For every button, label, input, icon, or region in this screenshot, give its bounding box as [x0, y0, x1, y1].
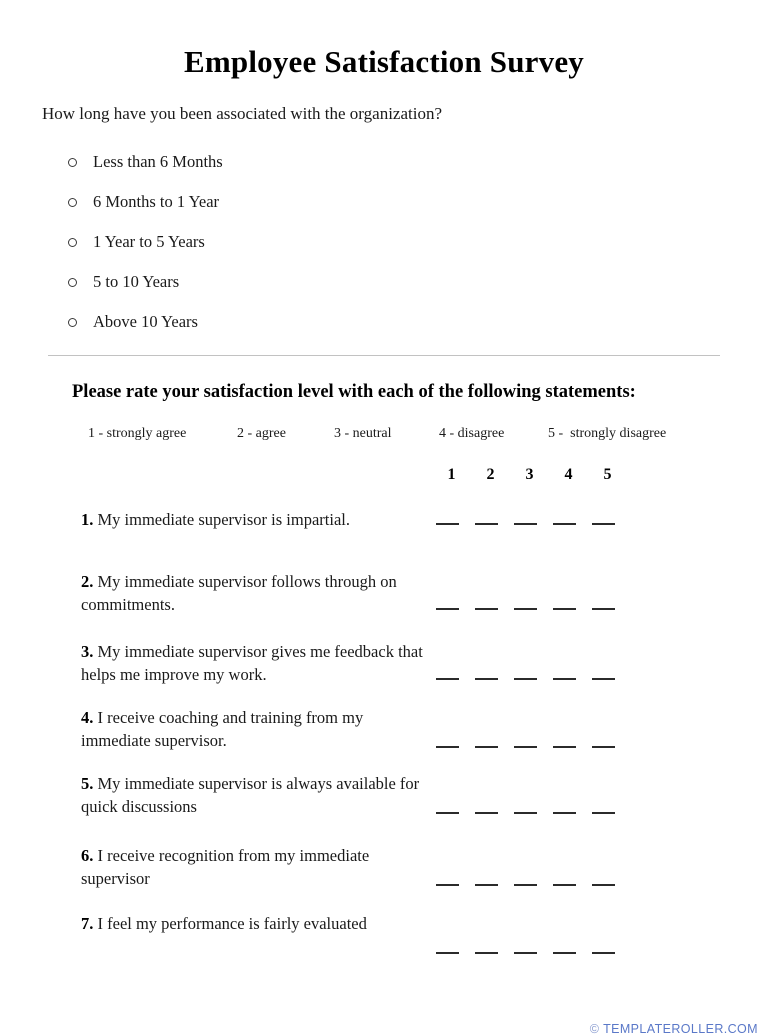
blank-line-icon: [436, 523, 459, 525]
answer-blank-7-2[interactable]: [475, 952, 514, 954]
question-row-2: [0, 570, 768, 640]
question-body-2: My immediate supervisor follows through on commitments.: [81, 572, 397, 614]
scale-header-1: 1: [447, 466, 456, 483]
question-body-1: My immediate supervisor is impartial.: [97, 510, 350, 529]
answer-blank-6-3[interactable]: [514, 884, 553, 886]
answer-blank-6-2[interactable]: [475, 884, 514, 886]
blank-line-icon: [592, 746, 615, 748]
radio-circle-icon[interactable]: [68, 318, 77, 327]
answer-blank-1-2[interactable]: [475, 523, 514, 525]
answer-blank-4-4[interactable]: [553, 746, 592, 748]
blank-line-icon: [514, 952, 537, 954]
section-divider: [48, 355, 720, 356]
answer-blanks-7: [436, 952, 631, 954]
question-text-7: [81, 912, 426, 935]
radio-circle-icon[interactable]: [68, 238, 77, 247]
answer-blank-2-3[interactable]: [514, 608, 553, 610]
tenure-options-list: [68, 142, 223, 342]
answer-blank-3-4[interactable]: [553, 678, 592, 680]
scale-header-3: 3: [525, 466, 534, 483]
blank-line-icon: [475, 523, 498, 525]
answer-blank-3-2[interactable]: [475, 678, 514, 680]
blank-line-icon: [514, 812, 537, 814]
question-number-6: 6.: [81, 846, 94, 865]
answer-blank-6-5[interactable]: [592, 884, 631, 886]
scale-column-headers: [432, 466, 632, 484]
blank-line-icon: [553, 523, 576, 525]
answer-blank-7-3[interactable]: [514, 952, 553, 954]
watermark-text: TEMPLATEROLLER.COM: [603, 1022, 758, 1036]
blank-line-icon: [592, 812, 615, 814]
blank-line-icon: [436, 746, 459, 748]
radio-circle-icon[interactable]: [68, 158, 77, 167]
tenure-option-label: Above 10 Years: [93, 312, 198, 331]
question-number-2: 2.: [81, 572, 94, 591]
tenure-option-label: 6 Months to 1 Year: [93, 192, 220, 211]
blank-line-icon: [436, 812, 459, 814]
scale-header-2: 2: [486, 466, 495, 483]
blank-line-icon: [475, 884, 498, 886]
blank-line-icon: [553, 952, 576, 954]
intro-question-label: How long have you been associated with the organization?: [42, 104, 443, 123]
blank-line-icon: [553, 678, 576, 680]
question-number-4: 4.: [81, 708, 94, 727]
tenure-option-above-10-years[interactable]: [68, 302, 223, 342]
answer-blank-5-1[interactable]: [436, 812, 475, 814]
rating-scale-legend: [88, 426, 688, 442]
blank-line-icon: [514, 746, 537, 748]
question-body-3: My immediate supervisor gives me feedback that helps me improve my work.: [81, 642, 423, 684]
question-row-7: [0, 912, 768, 980]
question-number-7: 7.: [81, 914, 94, 933]
question-body-5: My immediate supervisor is always available for quick discussions: [81, 774, 420, 816]
copyright-icon: ©: [589, 1022, 600, 1036]
question-text-1: [81, 508, 426, 531]
answer-blanks-4: [436, 746, 631, 748]
blank-line-icon: [514, 678, 537, 680]
legend-item-4: 4 - disagree: [439, 426, 505, 441]
question-text-3: [81, 640, 426, 686]
question-text-5: [81, 772, 426, 818]
blank-line-icon: [475, 608, 498, 610]
blank-line-icon: [592, 678, 615, 680]
answer-blank-5-3[interactable]: [514, 812, 553, 814]
answer-blank-4-3[interactable]: [514, 746, 553, 748]
answer-blank-1-4[interactable]: [553, 523, 592, 525]
answer-blank-3-5[interactable]: [592, 678, 631, 680]
rating-questions-list: [0, 508, 768, 980]
blank-line-icon: [592, 523, 615, 525]
legend-item-3: 3 - neutral: [334, 426, 392, 441]
answer-blank-5-5[interactable]: [592, 812, 631, 814]
question-number-1: 1.: [81, 510, 94, 529]
blank-line-icon: [475, 952, 498, 954]
tenure-option-label: Less than 6 Months: [93, 152, 223, 171]
question-row-4: [0, 706, 768, 772]
answer-blank-3-1[interactable]: [436, 678, 475, 680]
blank-line-icon: [514, 608, 537, 610]
question-text-2: [81, 570, 426, 616]
question-body-6: I receive recognition from my immediate supervisor: [81, 846, 370, 888]
answer-blank-6-4[interactable]: [553, 884, 592, 886]
answer-blank-3-3[interactable]: [514, 678, 553, 680]
question-number-3: 3.: [81, 642, 94, 661]
blank-line-icon: [553, 608, 576, 610]
legend-item-2: 2 - agree: [237, 426, 286, 441]
question-text-4: [81, 706, 426, 752]
answer-blank-6-1[interactable]: [436, 884, 475, 886]
answer-blank-7-5[interactable]: [592, 952, 631, 954]
blank-line-icon: [553, 746, 576, 748]
answer-blank-2-4[interactable]: [553, 608, 592, 610]
page-title: Employee Satisfaction Survey: [184, 44, 584, 79]
blank-line-icon: [514, 523, 537, 525]
answer-blanks-1: [436, 523, 631, 525]
question-number-5: 5.: [81, 774, 94, 793]
legend-item-1: 1 - strongly agree: [88, 426, 187, 441]
blank-line-icon: [592, 884, 615, 886]
answer-blanks-2: [436, 608, 631, 610]
answer-blanks-5: [436, 812, 631, 814]
answer-blank-5-2[interactable]: [475, 812, 514, 814]
answer-blank-7-1[interactable]: [436, 952, 475, 954]
tenure-option-5-to-10-years[interactable]: [68, 262, 223, 302]
question-row-1: [0, 508, 768, 570]
blank-line-icon: [475, 746, 498, 748]
blank-line-icon: [553, 884, 576, 886]
answer-blank-1-3[interactable]: [514, 523, 553, 525]
blank-line-icon: [553, 812, 576, 814]
blank-line-icon: [475, 812, 498, 814]
question-body-4: I receive coaching and training from my immediate supervisor.: [81, 708, 364, 750]
tenure-option-label: 1 Year to 5 Years: [93, 232, 205, 251]
answer-blank-1-1[interactable]: [436, 523, 475, 525]
blank-line-icon: [436, 884, 459, 886]
blank-line-icon: [436, 678, 459, 680]
question-text-6: [81, 844, 426, 890]
blank-line-icon: [475, 678, 498, 680]
answer-blank-4-1[interactable]: [436, 746, 475, 748]
tenure-option-label: 5 to 10 Years: [93, 272, 180, 291]
blank-line-icon: [514, 884, 537, 886]
answer-blanks-6: [436, 884, 631, 886]
answer-blank-4-2[interactable]: [475, 746, 514, 748]
radio-circle-icon[interactable]: [68, 278, 77, 287]
tenure-option-1-year-to-5-years[interactable]: [68, 222, 223, 262]
answer-blank-1-5[interactable]: [592, 523, 631, 525]
answer-blanks-3: [436, 678, 631, 680]
radio-circle-icon[interactable]: [68, 198, 77, 207]
answer-blank-7-4[interactable]: [553, 952, 592, 954]
blank-line-icon: [592, 608, 615, 610]
question-row-3: [0, 640, 768, 706]
scale-header-5: 5: [603, 466, 612, 483]
answer-blank-5-4[interactable]: [553, 812, 592, 814]
scale-header-4: 4: [564, 466, 573, 483]
answer-blank-2-5[interactable]: [592, 608, 631, 610]
tenure-option-less-than-6-months[interactable]: [68, 142, 223, 182]
question-body-7: I feel my performance is fairly evaluated: [97, 914, 367, 933]
legend-item-5: 5 - strongly disagree: [548, 426, 667, 441]
blank-line-icon: [436, 608, 459, 610]
answer-blank-2-1[interactable]: [436, 608, 475, 610]
tenure-option-6-months-to-1-year[interactable]: [68, 182, 223, 222]
rating-section-heading: Please rate your satisfaction level with each of the following statements:: [72, 382, 636, 402]
blank-line-icon: [592, 952, 615, 954]
question-row-6: [0, 844, 768, 912]
question-row-5: [0, 772, 768, 844]
blank-line-icon: [436, 952, 459, 954]
answer-blank-4-5[interactable]: [592, 746, 631, 748]
answer-blank-2-2[interactable]: [475, 608, 514, 610]
footer-watermark: [0, 1022, 768, 1036]
